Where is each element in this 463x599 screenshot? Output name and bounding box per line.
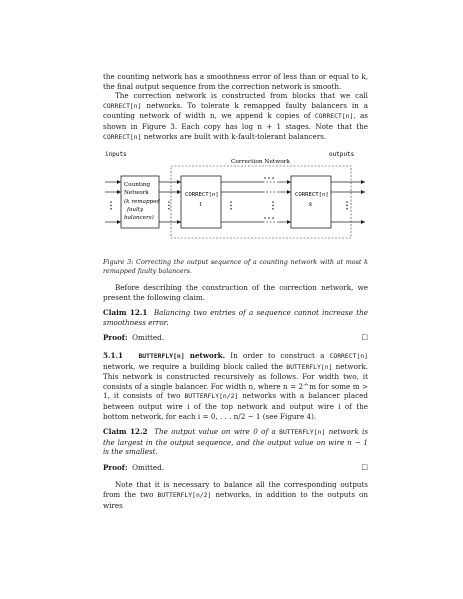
- proof-12-1: [103, 333, 368, 343]
- proof-text: Omitted.: [132, 333, 165, 343]
- code-term: CORRECT[n]: [314, 112, 354, 121]
- correct-k-index: k: [309, 202, 313, 209]
- correct-1-index: 1: [199, 202, 203, 209]
- horizontal-ellipsis: [272, 217, 274, 219]
- page-body: [103, 72, 368, 510]
- wire-arrow: [177, 190, 181, 194]
- outputs-label: outputs: [329, 151, 355, 159]
- code-term: CORRECT[n]: [103, 132, 142, 141]
- horizontal-ellipsis: [268, 177, 270, 179]
- code-term: BUTTERFLY[n/2]: [157, 491, 212, 500]
- section-5-1-1: [103, 351, 368, 421]
- vertical-ellipsis: [272, 205, 274, 207]
- output-arrow: [361, 190, 365, 194]
- text: networks, in addition to the outputs on wires: [103, 490, 368, 510]
- wire-arrow: [177, 180, 181, 184]
- vertical-ellipsis: [230, 208, 232, 210]
- code-term: CORRECT[n]: [103, 101, 142, 110]
- claim-12-2: [103, 427, 368, 457]
- vertical-ellipsis: [168, 201, 170, 203]
- vertical-ellipsis: [110, 205, 112, 207]
- wire-arrow: [287, 180, 291, 184]
- vertical-ellipsis: [272, 208, 274, 210]
- text: In order to construct a: [225, 350, 330, 360]
- code-term: BUTTERFLY[n]: [279, 428, 326, 437]
- counting-line-2: (k remapped: [124, 199, 161, 206]
- claim-text: Balancing two entries of a sequence cannot increase the smoothness error.: [103, 308, 368, 327]
- code-term: CORRECT[n]: [329, 351, 368, 360]
- counting-line-4: balancers): [124, 215, 154, 222]
- input-arrow: [117, 220, 121, 224]
- horizontal-ellipsis: [268, 217, 270, 219]
- vertical-ellipsis: [346, 208, 348, 210]
- claim-12-1: [103, 308, 368, 327]
- vertical-ellipsis: [346, 205, 348, 207]
- proof-text: Omitted.: [132, 462, 165, 472]
- counting-line-0: Counting: [124, 182, 151, 189]
- figure-3: [103, 148, 368, 256]
- claim-label: Claim 12.1: [103, 308, 148, 318]
- figure-3-diagram: [103, 148, 368, 256]
- qed-symbol: □: [361, 333, 368, 342]
- proof-12-2: [103, 463, 368, 473]
- horizontal-ellipsis: [264, 177, 266, 179]
- section-number: 5.1.1: [103, 350, 124, 360]
- horizontal-ellipsis: [272, 177, 274, 179]
- qed-symbol: □: [361, 462, 368, 471]
- paragraph-before-claim: Before describing the construction of the correction network, we present the following claim.: [103, 282, 368, 302]
- input-arrow: [117, 190, 121, 194]
- text: Note that it is necessary to balance all the corresponding outputs from the two: [103, 480, 368, 500]
- vertical-ellipsis: [272, 201, 274, 203]
- text: network. This network is constructed recursively as follows. For width two, it consists of a single balancer. For width n, where n = 2^m for some m > 1, it consists of two: [103, 361, 368, 401]
- text: networks with a balancer placed between output wire i of the top network and output wire i of the bottom network, for each i = 0, . . . n/2 − 1 (see Figure 4).: [103, 391, 368, 421]
- correct-k-label: CORRECT[n]: [295, 192, 329, 199]
- section-title: network.: [189, 350, 226, 360]
- text: networks. To tolerate k remapped faulty balancers in a counting network of width n, we append k copies of: [103, 100, 368, 121]
- text: , as shown in Figure 3. Each copy has log n + 1 stages. Note that the: [103, 111, 368, 131]
- vertical-ellipsis: [230, 205, 232, 207]
- counting-line-1: Network: [124, 190, 149, 197]
- text: The correction network is constructed from blocks that we call: [115, 91, 368, 101]
- text: network, we require a building block called the: [103, 361, 287, 371]
- paragraph-continuation: the counting network has a smoothness error of less than or equal to k, the final output sequence from the correction network is smooth.: [103, 72, 368, 91]
- correction-network-label: Correction Network: [231, 159, 290, 166]
- output-arrow: [361, 180, 365, 184]
- text: networks are built with k-fault-tolerant balancers.: [141, 131, 327, 141]
- claim-text: network is the largest in the output sequence, and the output value on wire n − 1 is the smallest.: [103, 427, 369, 457]
- claim-label: Claim 12.2: [103, 427, 148, 437]
- figure-caption: Figure 3: Correcting the output sequence of a counting network with at most k remapped faulty balancers.: [103, 258, 368, 275]
- wire-arrow: [287, 220, 291, 224]
- wire-arrow: [287, 190, 291, 194]
- wire-arrow: [177, 220, 181, 224]
- vertical-ellipsis: [110, 201, 112, 203]
- vertical-ellipsis: [168, 205, 170, 207]
- inputs-label: inputs: [105, 151, 127, 159]
- paragraph-correction-network: [103, 91, 368, 142]
- input-arrow: [117, 180, 121, 184]
- output-arrow: [361, 220, 365, 224]
- paragraph-final: [103, 480, 368, 510]
- code-term: BUTTERFLY[n]: [286, 362, 333, 371]
- horizontal-ellipsis: [264, 217, 266, 219]
- proof-label: Proof:: [103, 462, 128, 472]
- proof-label: Proof:: [103, 333, 128, 343]
- code-term: BUTTERFLY[n/2]: [184, 392, 239, 401]
- claim-text: The output value on wire 0 of a: [154, 427, 280, 437]
- vertical-ellipsis: [346, 201, 348, 203]
- correct-1-label: CORRECT[n]: [185, 192, 219, 199]
- vertical-ellipsis: [168, 208, 170, 210]
- vertical-ellipsis: [110, 208, 112, 210]
- counting-line-3: faulty: [127, 207, 144, 214]
- vertical-ellipsis: [230, 201, 232, 203]
- section-title-code: BUTTERFLY[n]: [138, 351, 185, 360]
